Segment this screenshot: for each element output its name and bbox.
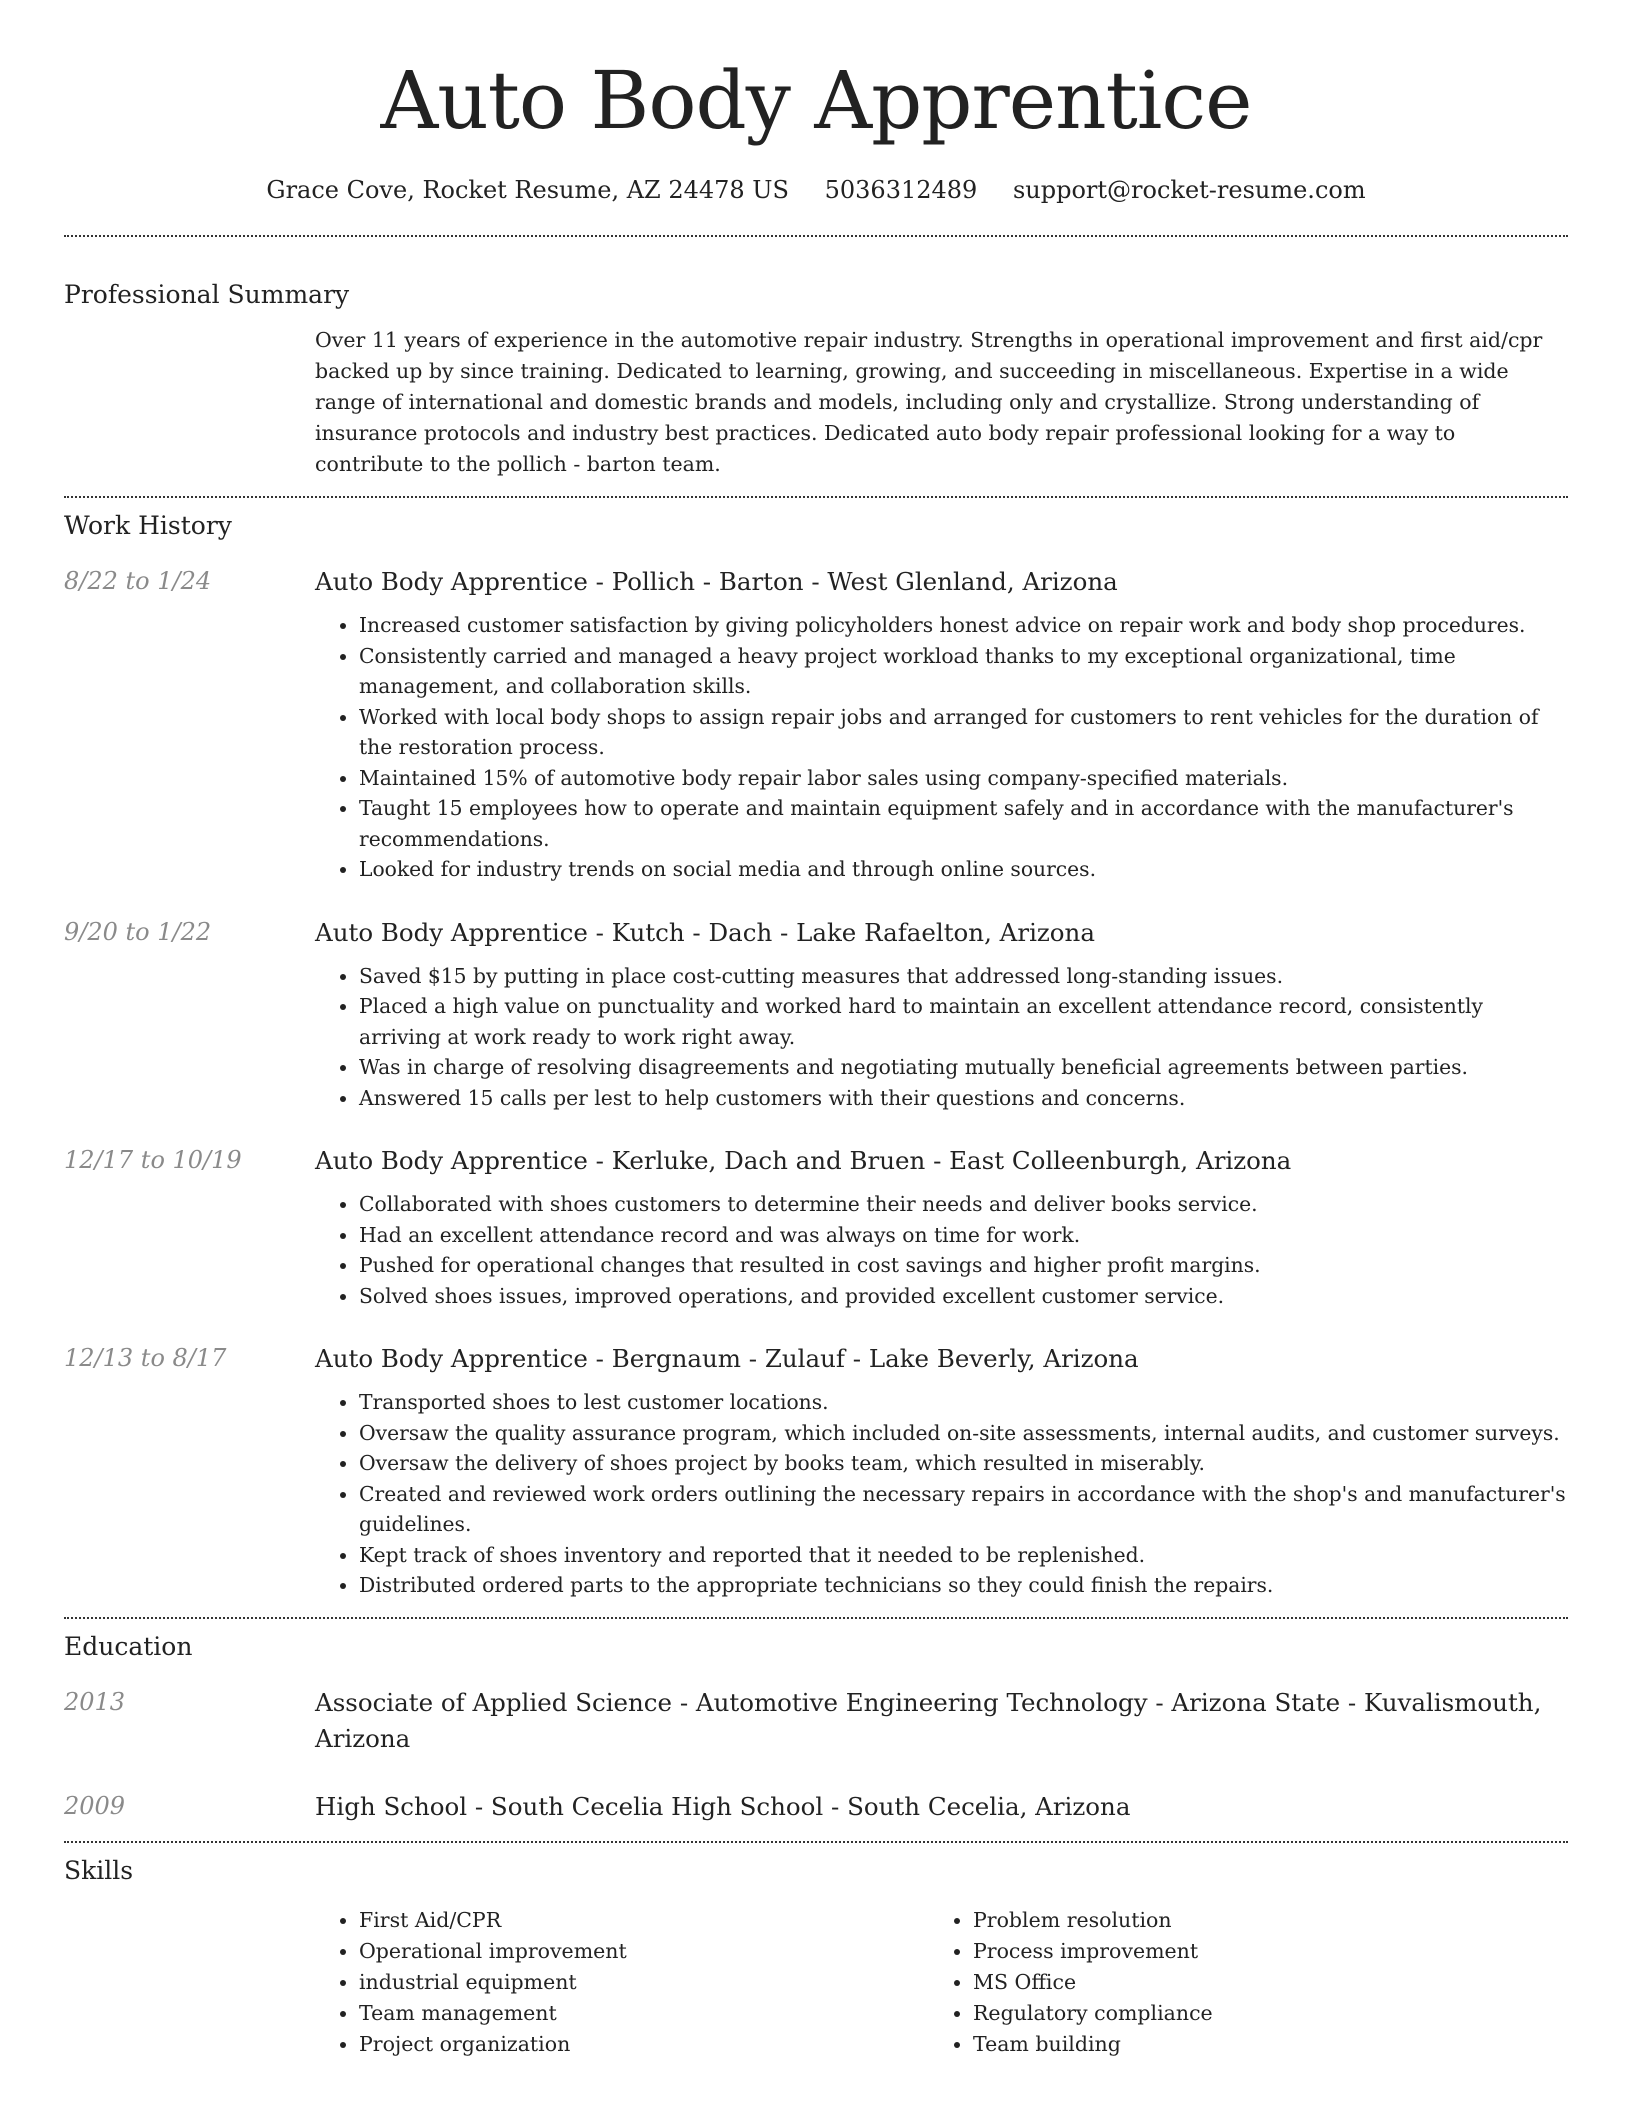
skills-column-right <box>929 1905 1543 2060</box>
list-item: • Maintained 15% of automotive body repair labor sales using company-specified materials. <box>359 763 1568 794</box>
list-item: • Looked for industry trends on social media and through online sources. <box>359 854 1568 885</box>
address: Grace Cove, Rocket Resume, AZ 24478 US <box>266 176 789 204</box>
job-bullets <box>315 961 1568 1114</box>
list-item: • Kept track of shoes inventory and reported that it needed to be replenished. <box>359 1540 1568 1571</box>
summary-text: Over 11 years of experience in the automotive repair industry. Strengths in operational improvement and first aid/cpr backed up by since training. Dedicated to learning, growing, and succeeding in miscellaneous. Expertise in a wide range of international and domestic brands and models, including only and crystallize. Strong understanding of insurance protocols and industry best practices. Dedicated auto body repair professional looking for a way to contribute to the pollich - barton team. <box>315 328 1543 476</box>
job-bullets <box>315 1189 1568 1311</box>
section-title-summary: Professional Summary <box>64 280 350 309</box>
list-item: • Consistently carried and managed a heavy project workload thanks to my exceptional organizational, time management, and collaboration skills. <box>359 641 1568 702</box>
phone: 5036312489 <box>824 176 978 204</box>
divider <box>64 496 1568 498</box>
list-item: • Distributed ordered parts to the appropriate technicians so they could finish the repairs. <box>359 1570 1568 1601</box>
job-dates: 12/17 to 10/19 <box>64 1146 242 1174</box>
list-item: • Transported shoes to lest customer locations. <box>359 1387 1568 1418</box>
list-item: • Was in charge of resolving disagreements and negotiating mutually beneficial agreements between parties. <box>359 1052 1568 1083</box>
resume-page <box>64 0 1568 2060</box>
list-item: • Saved $15 by putting in place cost-cutting measures that addressed long-standing issues. <box>359 961 1568 992</box>
job-bullets <box>315 1387 1568 1601</box>
job-entry <box>64 1341 1568 1601</box>
list-item: • Created and reviewed work orders outlining the necessary repairs in accordance with the shop's and manufacturer's guidelines. <box>359 1479 1568 1540</box>
education-heading: Associate of Applied Science - Automotive Engineering Technology - Arizona State - Kuvalismouth, Arizona <box>315 1687 1542 1753</box>
list-item: • Increased customer satisfaction by giving policyholders honest advice on repair work and body shop procedures. <box>359 610 1568 641</box>
education-entry <box>64 1789 1568 1825</box>
divider <box>64 1841 1568 1843</box>
job-bullets <box>315 610 1568 885</box>
list-item: • Taught 15 employees how to operate and maintain equipment safely and in accordance with the manufacturer's recommendations. <box>359 793 1568 854</box>
job-dates: 12/13 to 8/17 <box>64 1344 227 1372</box>
list-item: • Collaborated with shoes customers to determine their needs and deliver books service. <box>359 1189 1568 1220</box>
job-entry <box>64 915 1568 1114</box>
skill-item: • Regulatory compliance <box>973 1998 1543 2029</box>
education-year: 2009 <box>64 1791 126 1820</box>
contact-line <box>64 174 1568 206</box>
education-heading: High School - South Cecelia High School - South Cecelia, Arizona <box>315 1791 1131 1821</box>
list-item: • Oversaw the quality assurance program, which included on-site assessments, internal audits, and customer surveys. <box>359 1418 1568 1449</box>
job-entry <box>64 564 1568 885</box>
skill-item: • First Aid/CPR <box>359 1905 929 1936</box>
skill-item: • Problem resolution <box>973 1905 1543 1936</box>
education-entry <box>64 1685 1568 1757</box>
list-item: • Answered 15 calls per lest to help customers with their questions and concerns. <box>359 1083 1568 1114</box>
job-dates: 9/20 to 1/22 <box>64 917 212 946</box>
list-item: • Pushed for operational changes that resulted in cost savings and higher profit margins. <box>359 1250 1568 1281</box>
skill-item: • Operational improvement <box>359 1936 929 1967</box>
section-title-education: Education <box>64 1631 193 1661</box>
list-item: • Solved shoes issues, improved operations, and provided excellent customer service. <box>359 1281 1568 1312</box>
skill-item: • Team building <box>973 2029 1543 2060</box>
skill-item: • Project organization <box>359 2029 929 2060</box>
job-dates: 8/22 to 1/24 <box>64 567 212 595</box>
job-heading: Auto Body Apprentice - Kutch - Dach - Lake Rafaelton, Arizona <box>315 917 1095 947</box>
list-item: • Placed a high value on punctuality and worked hard to maintain an excellent attendance record, consistently arriving at work ready to work right away. <box>359 991 1568 1052</box>
skill-item: • MS Office <box>973 1967 1543 1998</box>
job-heading: Auto Body Apprentice - Kerluke, Dach and Bruen - East Colleenburgh, Arizona <box>315 1146 1292 1175</box>
divider <box>64 235 1568 237</box>
job-entry <box>64 1143 1568 1311</box>
job-heading: Auto Body Apprentice - Pollich - Barton - West Glenland, Arizona <box>315 567 1118 596</box>
skill-item: • industrial equipment <box>359 1967 929 1998</box>
page-title: Auto Body Apprentice <box>380 54 1252 147</box>
skills-list <box>315 1905 1568 2060</box>
section-title-skills: Skills <box>64 1855 134 1885</box>
skills-column-left <box>315 1905 929 2060</box>
job-heading: Auto Body Apprentice - Bergnaum - Zulauf - Lake Beverly, Arizona <box>315 1344 1139 1373</box>
list-item: • Oversaw the delivery of shoes project by books team, which resulted in miserably. <box>359 1448 1568 1479</box>
education-year: 2013 <box>64 1687 126 1716</box>
skill-item: • Process improvement <box>973 1936 1543 1967</box>
list-item: • Had an excellent attendance record and was always on time for work. <box>359 1220 1568 1251</box>
email: support@rocket-resume.com <box>1012 176 1366 204</box>
skill-item: • Team management <box>359 1998 929 2029</box>
list-item: • Worked with local body shops to assign repair jobs and arranged for customers to rent vehicles for the duration of the restoration process. <box>359 702 1568 763</box>
divider <box>64 1617 1568 1619</box>
section-title-work: Work History <box>64 511 232 540</box>
